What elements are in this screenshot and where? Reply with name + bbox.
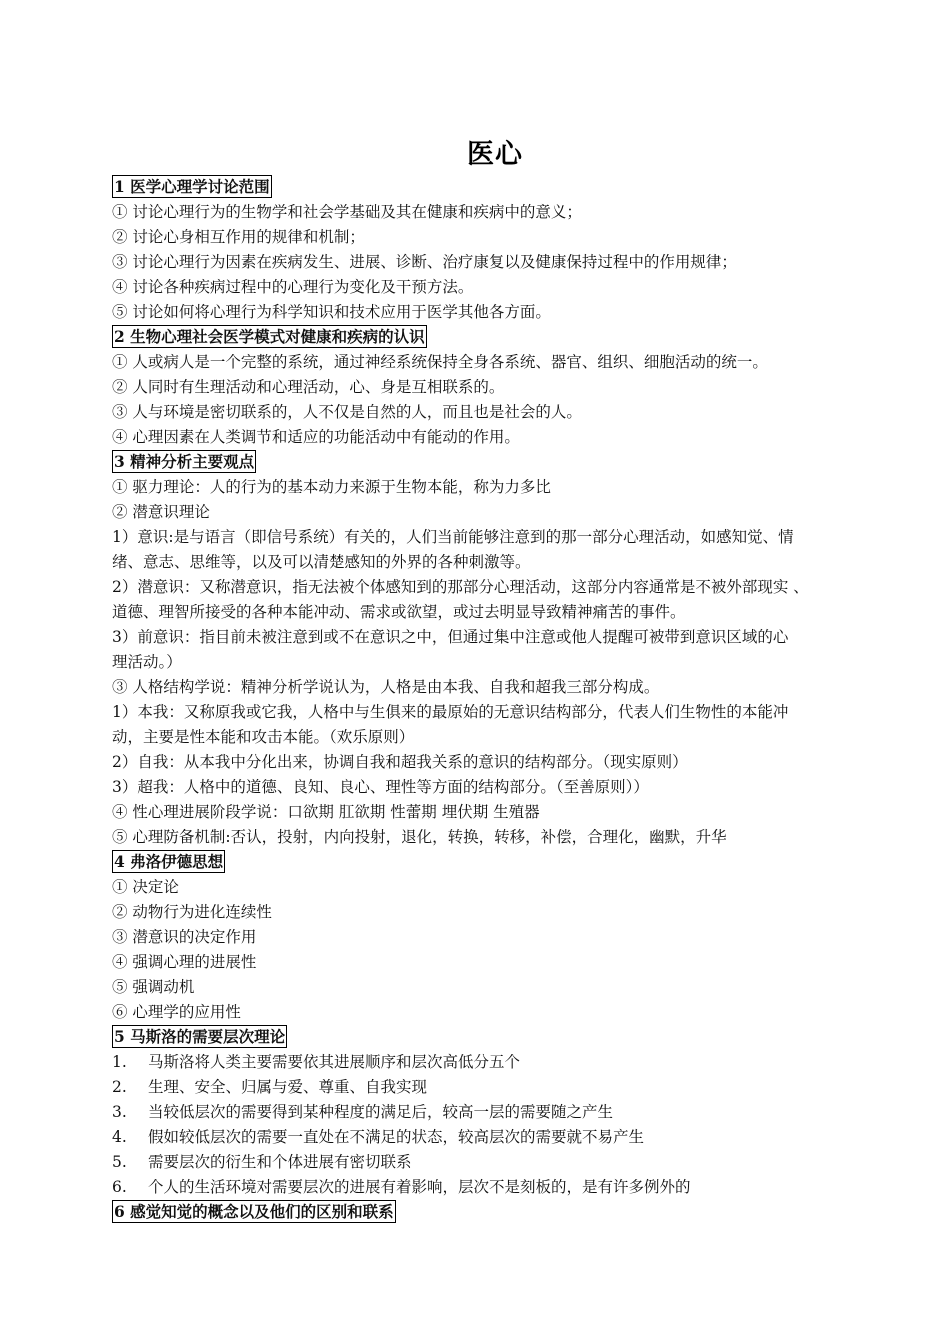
item-number: 6. (112, 1178, 127, 1196)
text-line: 1）意识:是与语言（即信号系统）有关的，人们当前能够注意到的那一部分心理活动，如感知觉、情 (112, 528, 794, 546)
item-number: 2. (112, 1078, 127, 1096)
text-line: 3）前意识：指目前未被注意到或不在意识之中，但通过集中注意或他人提醒可被带到意识区域的心 (112, 628, 789, 646)
document-body (112, 175, 888, 1225)
section-heading-text: 6 感觉知觉的概念以及他们的区别和联系 (114, 1202, 394, 1221)
text-line: ④ 讨论各种疾病过程中的心理行为变化及干预方法。 (112, 278, 474, 296)
item-number: 5. (112, 1153, 127, 1171)
text-line: 2）潜意识：又称潜意识，指无法被个体感知到的那部分心理活动，这部分内容通常是不被外部现实 、 (112, 578, 809, 596)
section-heading (112, 175, 888, 200)
item-number: 3. (112, 1103, 127, 1121)
text-line: ② 人同时有生理活动和心理活动，心、身是互相联系的。 (112, 378, 505, 396)
text-line: ④ 性心理进展阶段学说：口欲期 肛欲期 性蕾期 埋伏期 生殖器 (112, 803, 540, 821)
text-line: ③ 人格结构学说：精神分析学说认为，人格是由本我、自我和超我三部分构成。 (112, 678, 660, 696)
text-line: ④ 强调心理的进展性 (112, 953, 257, 971)
section-heading (112, 1025, 888, 1050)
section-heading-text: 3 精神分析主要观点 (114, 452, 255, 471)
section-heading-text: 1 医学心理学讨论范围 (114, 177, 270, 196)
numbered-item (112, 1125, 888, 1150)
text-line: ② 潜意识理论 (112, 503, 210, 521)
text-line: ① 驱力理论：人的行为的基本动力来源于生物本能，称为力多比 (112, 478, 551, 496)
section-heading (112, 450, 888, 475)
text-line: ⑤ 讨论如何将心理行为科学知识和技术应用于医学其他各方面。 (112, 303, 551, 321)
text-line: ⑥ 心理学的应用性 (112, 1003, 241, 1021)
item-text: 生理、安全、归属与爱、尊重、自我实现 (148, 1078, 428, 1096)
numbered-item (112, 1075, 888, 1100)
numbered-item (112, 1050, 888, 1075)
item-text: 需要层次的衍生和个体进展有密切联系 (148, 1153, 412, 1171)
text-line: ② 动物行为进化连续性 (112, 903, 272, 921)
text-line: 2）自我：从本我中分化出来，协调自我和超我关系的意识的结构部分。（现实原则） (112, 753, 688, 771)
text-line: ① 讨论心理行为的生物学和社会学基础及其在健康和疾病中的意义； (112, 203, 582, 221)
item-text: 假如较低层次的需要一直处在不满足的状态，较高层次的需要就不易产生 (148, 1128, 645, 1146)
text-line: 动，主要是性本能和攻击本能。（欢乐原则） (112, 728, 415, 746)
text-line: ⑤ 强调动机 (112, 978, 195, 996)
text-line: ① 人或病人是一个完整的系统，通过神经系统保持全身各系统、器官、组织、细胞活动的统一。 (112, 353, 768, 371)
numbered-item (112, 1150, 888, 1175)
section-heading-text: 4 弗洛伊德思想 (114, 852, 224, 871)
section-heading-text: 5 马斯洛的需要层次理论 (114, 1027, 286, 1046)
section-heading-text: 2 生物心理社会医学模式对健康和疾病的认识 (114, 327, 425, 346)
text-line: ⑤ 心理防备机制:否认，投射，内向投射，退化，转换，转移，补偿，合理化，幽默，升华 (112, 828, 727, 846)
text-line: 道德、理智所接受的各种本能冲动、需求或欲望，或过去明显导致精神痛苦的事件。 (112, 603, 686, 621)
numbered-item (112, 1175, 888, 1200)
text-line: ① 决定论 (112, 878, 179, 896)
section-heading (112, 1200, 888, 1225)
text-line: 3）超我：人格中的道德、良知、良心、理性等方面的结构部分。（至善原则）） (112, 778, 649, 796)
item-number: 1. (112, 1053, 127, 1071)
text-line: 1）本我：又称原我或它我，人格中与生俱来的最原始的无意识结构部分，代表人们生物性的本能冲 (112, 703, 789, 721)
text-line: ④ 心理因素在人类调节和适应的功能活动中有能动的作用。 (112, 428, 520, 446)
text-line: 绪、意志、思维等，以及可以清楚感知的外界的各种刺激等。 (112, 553, 531, 571)
text-line: 理活动。） (112, 653, 182, 671)
item-number: 4. (112, 1128, 127, 1146)
text-line: ③ 讨论心理行为因素在疾病发生、进展、诊断、治疗康复以及健康保持过程中的作用规律； (112, 253, 737, 271)
page-title: 医心 (467, 139, 523, 170)
item-text: 个人的生活环境对需要层次的进展有着影响，层次不是刻板的，是有许多例外的 (148, 1178, 691, 1196)
section-heading (112, 850, 888, 875)
item-text: 马斯洛将人类主要需要依其进展顺序和层次高低分五个 (148, 1053, 521, 1071)
numbered-item (112, 1100, 888, 1125)
section-heading (112, 325, 888, 350)
text-line: ③ 人与环境是密切联系的，人不仅是自然的人，而且也是社会的人。 (112, 403, 582, 421)
text-line: ② 讨论心身相互作用的规律和机制； (112, 228, 365, 246)
item-text: 当较低层次的需要得到某种程度的满足后，较高一层的需要随之产生 (148, 1103, 614, 1121)
text-line: ③ 潜意识的决定作用 (112, 928, 257, 946)
